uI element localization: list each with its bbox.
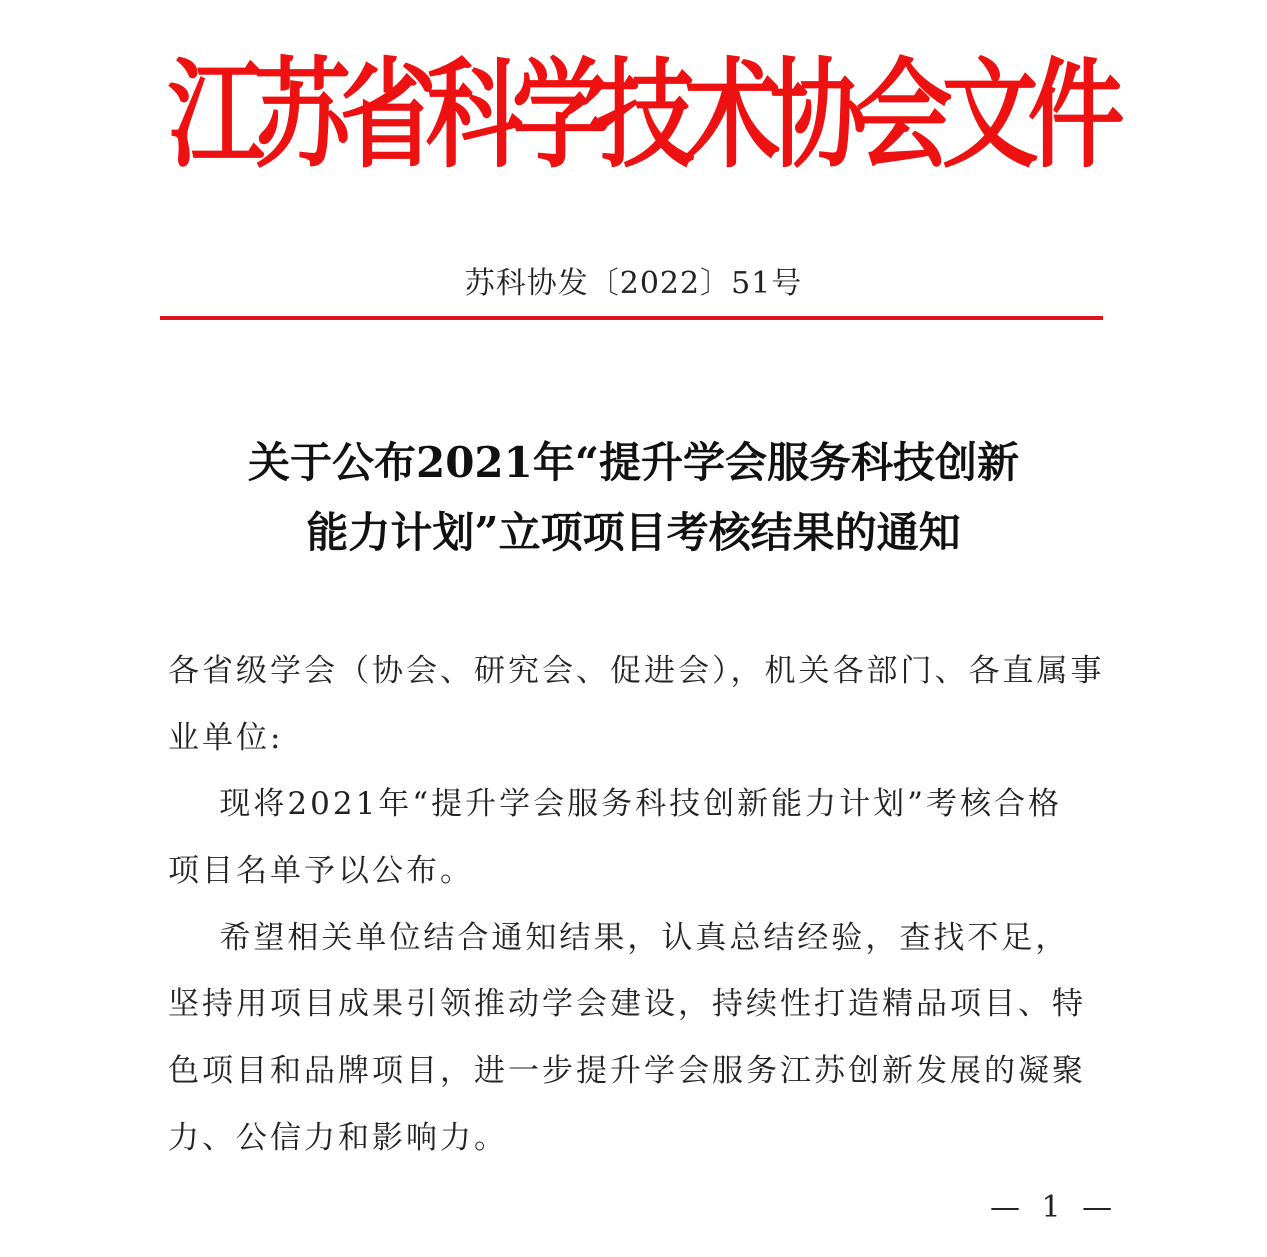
masthead (160, 40, 1125, 190)
masthead-char: 文 (941, 45, 1039, 184)
masthead-char: 学 (511, 45, 609, 184)
body-line: 力、公信力和影响力。 (168, 1120, 508, 1156)
masthead-char: 江 (167, 45, 265, 184)
masthead-char: 术 (683, 45, 781, 184)
page-number: — 1 — (990, 1190, 1119, 1225)
body-line: 现将2021年“提升学会服务科技创新能力计划”考核合格 (168, 786, 1063, 822)
masthead-char: 苏 (253, 45, 351, 184)
red-divider (160, 316, 1103, 320)
body-line: 希望相关单位结合通知结果，认真总结经验，查找不足， (168, 920, 1070, 956)
body-line: 色项目和品牌项目，进一步提升学会服务江苏创新发展的凝聚 (168, 1053, 1086, 1089)
body-line: 项目名单予以公布。 (168, 853, 474, 889)
masthead-char: 件 (1027, 45, 1125, 184)
masthead-char: 科 (425, 45, 523, 184)
document-number: 苏科协发〔2022〕51号 (464, 266, 803, 301)
masthead-char: 协 (769, 45, 867, 184)
document-title-line-1: 关于公布2021年“提升学会服务科技创新 (247, 438, 1020, 487)
masthead-char: 技 (597, 45, 695, 184)
masthead-char: 会 (855, 45, 953, 184)
document-title-line-2: 能力计划”立项项目考核结果的通知 (306, 508, 961, 557)
masthead-char: 省 (339, 45, 437, 184)
body-line: 坚持用项目成果引领推动学会建设，持续性打造精品项目、特 (168, 986, 1086, 1022)
body-line: 业单位: (168, 720, 284, 756)
body-line: 各省级学会（协会、研究会、促进会），机关各部门、各直属事 (168, 653, 1105, 689)
